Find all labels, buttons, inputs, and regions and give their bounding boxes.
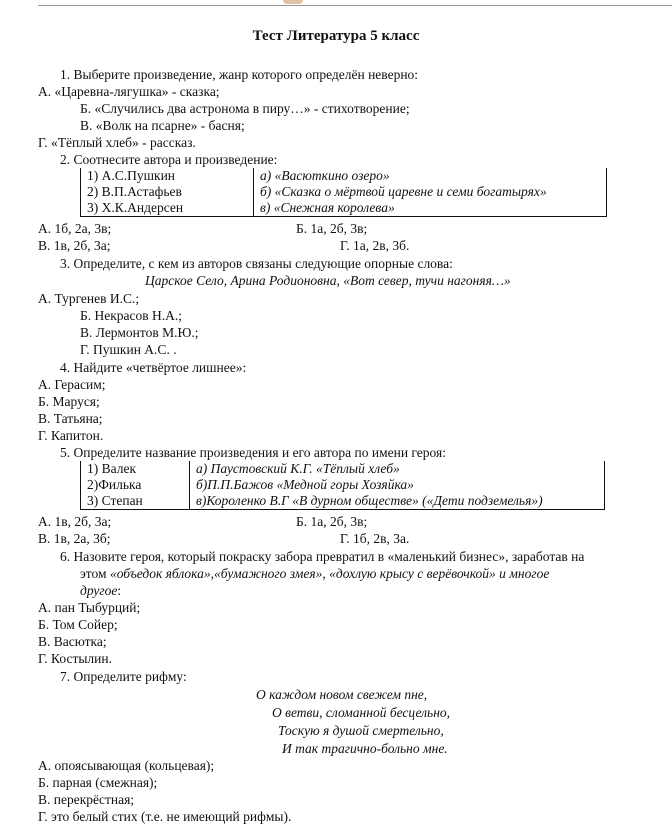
q2-option-b: Б. 1а, 2б, 3в; xyxy=(296,221,368,236)
q5-option-d: Г. 1б, 2в, 3а. xyxy=(340,531,410,546)
table-cell-work: в)Короленко В.Г «В дурном обществе» («Дети подземелья») xyxy=(190,493,605,510)
top-divider xyxy=(38,5,672,6)
q7-option-d: Г. это белый стих (т.е. не имеющий рифмы). xyxy=(38,809,292,824)
question-5: 5. Определите название произведения и его автора по имени героя: xyxy=(60,445,446,460)
q6-items: «объедок яблока»,«бумажного змея», «дохлую крысу с верёвочкой» и многое xyxy=(109,566,550,581)
table-cell-hero: 1) Валек xyxy=(81,461,190,477)
q5-option-b: Б. 1а, 2б, 3в; xyxy=(296,514,368,529)
table-row xyxy=(81,493,605,510)
table-row xyxy=(81,477,605,493)
q3-option-b: Б. Некрасов Н.А.; xyxy=(80,308,183,323)
q6-option-b: Б. Том Сойер; xyxy=(38,617,118,632)
q1-option-c: В. «Волк на псарне» - басня; xyxy=(80,118,245,133)
table-cell-work: в) «Снежная королева» xyxy=(254,200,607,217)
q7-option-a: А. опоясывающая (кольцевая); xyxy=(38,758,215,773)
q4-option-c: В. Татьяна; xyxy=(38,411,103,426)
q6-option-d: Г. Костылин. xyxy=(38,651,112,666)
q3-option-c: В. Лермонтов М.Ю.; xyxy=(80,325,199,340)
question-6-line-2 xyxy=(80,565,549,582)
q3-option-a: А. Тургенев И.С.; xyxy=(38,291,140,306)
q5-option-a: А. 1в, 2б, 3а; xyxy=(38,514,112,529)
q3-option-d: Г. Пушкин А.С. . xyxy=(80,342,177,357)
page-header-ornament xyxy=(283,0,303,4)
q2-option-a: А. 1б, 2а, 3в; xyxy=(38,221,112,236)
table-row xyxy=(81,184,607,200)
table-cell-hero: 2)Филька xyxy=(81,477,190,493)
q2-option-c: В. 1в, 2б, 3а; xyxy=(38,238,111,253)
q5-matching-table xyxy=(80,461,605,510)
question-6: 6. Назовите героя, который покраску забора превратил в «маленький бизнес», заработав на xyxy=(60,549,585,564)
q4-option-b: Б. Маруся; xyxy=(38,394,100,409)
q6-option-a: А. пан Тыбурций; xyxy=(38,600,141,615)
table-cell-author: 1) А.С.Пушкин xyxy=(81,168,254,184)
table-row xyxy=(81,200,607,217)
q2-option-d: Г. 1а, 2в, 3б. xyxy=(340,238,410,253)
q3-clue: Царское Село, Арина Родионовна, «Вот север, тучи нагоняя…» xyxy=(145,273,511,288)
question-6-line-3 xyxy=(80,582,121,599)
q4-option-a: А. Герасим; xyxy=(38,377,106,392)
table-cell-author: 2) В.П.Астафьев xyxy=(81,184,254,200)
q5-option-c: В. 1в, 2а, 3б; xyxy=(38,531,111,546)
table-cell-work: б) «Сказка о мёртвой царевне и семи богатырях» xyxy=(254,184,607,200)
question-2: 2. Соотнесите автора и произведение: xyxy=(60,152,278,167)
page-title: Тест Литература 5 класс xyxy=(252,28,420,44)
question-3: 3. Определите, с кем из авторов связаны следующие опорные слова: xyxy=(60,256,453,271)
q6-items-end: другое xyxy=(80,583,118,598)
table-cell-work: а) «Васюткино озеро» xyxy=(254,168,607,184)
q1-option-b: Б. «Случились два астронома в пиру…» - стихотворение; xyxy=(80,101,410,116)
question-7: 7. Определите рифму: xyxy=(60,669,187,684)
table-row xyxy=(81,168,607,184)
q2-matching-table xyxy=(80,168,607,217)
poem-line: О ветви, сломанной бесцельно, xyxy=(272,705,451,720)
q6-option-c: В. Васютка; xyxy=(38,634,107,649)
q7-option-c: В. перекрёстная; xyxy=(38,792,135,807)
poem-line: И так трагично-больно мне. xyxy=(282,741,448,756)
poem-line: О каждом новом свежем пне, xyxy=(256,687,428,702)
question-4: 4. Найдите «четвёртое лишнее»: xyxy=(60,360,247,375)
q1-option-a: А. «Царевна-лягушка» - сказка; xyxy=(38,84,220,99)
poem-line: Тоскую я душой смертельно, xyxy=(278,723,444,738)
table-cell-work: а) Паустовский К.Г. «Тёплый хлеб» xyxy=(190,461,605,477)
table-cell-work: б)П.П.Бажов «Медной горы Хозяйка» xyxy=(190,477,605,493)
table-row xyxy=(81,461,605,477)
q6-text: этом xyxy=(80,566,110,581)
q7-option-b: Б. парная (смежная); xyxy=(38,775,158,790)
q4-option-d: Г. Капитон. xyxy=(38,428,104,443)
q6-colon: : xyxy=(117,583,122,598)
table-cell-hero: 3) Степан xyxy=(81,493,190,510)
question-1: 1. Выберите произведение, жанр которого определён неверно: xyxy=(60,67,419,82)
q1-option-d: Г. «Тёплый хлеб» - рассказ. xyxy=(38,135,196,150)
table-cell-author: 3) Х.К.Андерсен xyxy=(81,200,254,217)
